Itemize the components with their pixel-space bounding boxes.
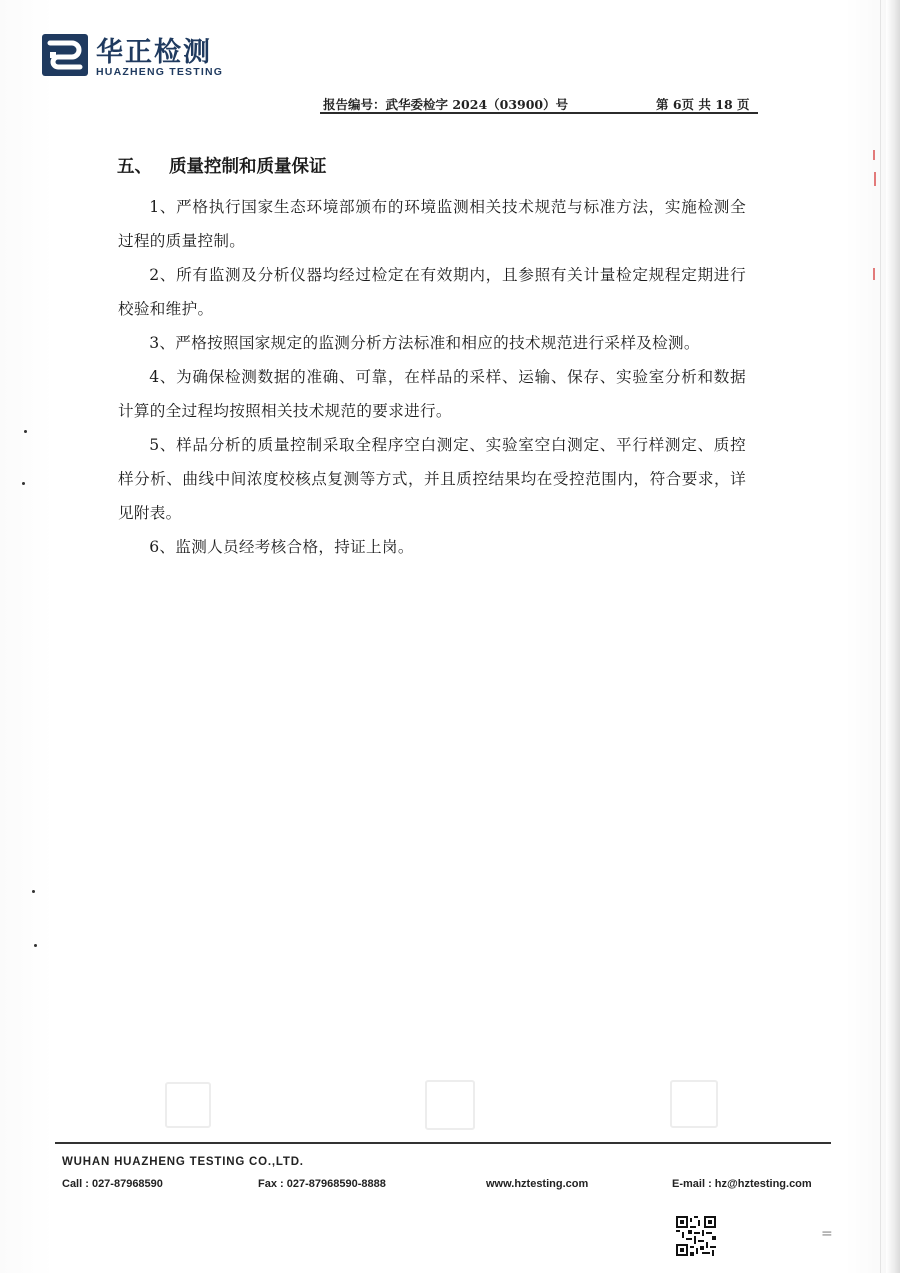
- list-item: 6、监测人员经考核合格，持证上岗。: [149, 538, 414, 556]
- logo-chinese-name: 华正检测: [96, 37, 212, 68]
- qr-code-icon: [676, 1216, 716, 1256]
- scan-speck: [22, 482, 25, 485]
- watermark-mark: [165, 1082, 211, 1128]
- scan-red-mark: [874, 172, 876, 186]
- footer-divider: [55, 1142, 831, 1144]
- list-item: 5、样品分析的质量控制采取全程序空白测定、实验室空白测定、平行样测定、质控样分析、曲线中间浓度校核点复测等方式，并且质控结果均在受控范围内，符合要求，详见附表。: [118, 436, 746, 522]
- section-content: [118, 190, 746, 564]
- section-number: 五、: [117, 157, 152, 177]
- fax-number: Fax : 027-87968590-8888: [258, 1178, 386, 1190]
- watermark-mark: [670, 1080, 718, 1128]
- phone-number: Call : 027-87968590: [62, 1178, 163, 1190]
- section-heading: [117, 153, 327, 178]
- scan-edge-shadow: [886, 0, 900, 1273]
- section-title: 质量控制和质量保证: [169, 157, 327, 177]
- page-indicator: 第 6页 共 18 页: [656, 97, 750, 112]
- header-divider: [320, 112, 758, 114]
- scan-speck: [34, 944, 37, 947]
- huazheng-logo-icon: [42, 34, 88, 76]
- scan-speck: [24, 430, 27, 433]
- watermark-mark: [425, 1080, 475, 1130]
- report-number: 报告编号：武华委检字 2024（03900）号: [323, 97, 569, 112]
- logo-english-name: HUAZHENG TESTING: [96, 66, 224, 78]
- website-link[interactable]: www.hztesting.com: [486, 1178, 589, 1190]
- list-item: 3、严格按照国家规定的监测分析方法标准和相应的技术规范进行采样及检测。: [149, 334, 700, 352]
- company-name: WUHAN HUAZHENG TESTING CO.,LTD.: [62, 1156, 304, 1168]
- email-address[interactable]: E-mail : hz@hztesting.com: [672, 1178, 812, 1190]
- equals-mark-icon: =: [821, 1226, 833, 1242]
- list-item: 2、所有监测及分析仪器均经过检定在有效期内，且参照有关计量检定规程定期进行校验和维护。: [118, 266, 746, 318]
- scan-red-mark: [873, 268, 875, 280]
- list-item: 1、严格执行国家生态环境部颁布的环境监测相关技术规范与标准方法，实施检测全过程的质量控制。: [118, 198, 746, 250]
- list-item: 4、为确保检测数据的准确、可靠，在样品的采样、运输、保存、实验室分析和数据计算的全过程均按照相关技术规范的要求进行。: [118, 368, 746, 420]
- scan-speck: [32, 890, 35, 893]
- scan-edge-line: [880, 0, 881, 1273]
- scan-red-mark: [873, 150, 875, 160]
